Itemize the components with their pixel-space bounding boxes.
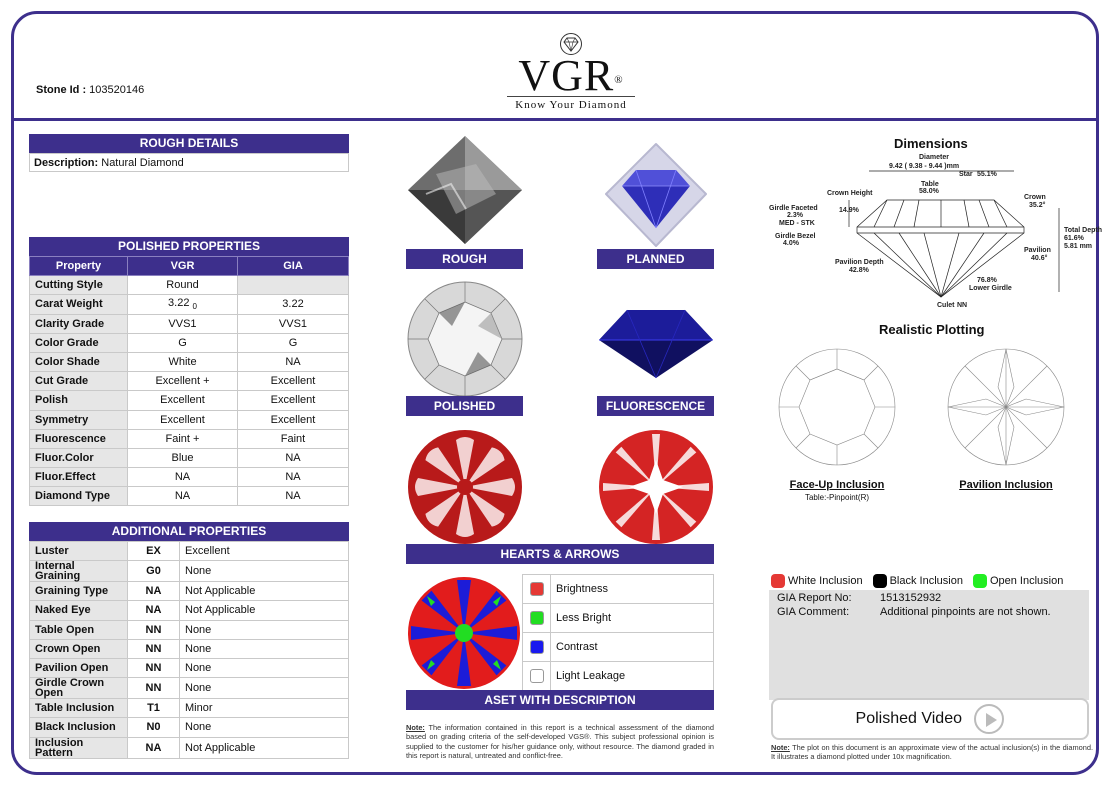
vgr-logo: [501, 32, 641, 114]
inclusion-legend-item: [771, 574, 863, 588]
aset-description-label: ASET WITH DESCRIPTION: [406, 690, 714, 710]
additional-row: [30, 582, 349, 601]
pavilion-depth-value: 42.8%: [849, 267, 869, 274]
polished-row: [30, 372, 349, 391]
pavilion-depth-label: Pavilion Depth: [835, 259, 884, 266]
vgr-value: [128, 295, 238, 314]
additional-value: None: [180, 678, 349, 699]
inclusion-legend-item: [973, 574, 1063, 588]
additional-value: None: [180, 639, 349, 658]
vgr-value-text: Excellent +: [155, 375, 210, 388]
gia-value: [238, 276, 349, 295]
hearts-arrows-label: HEARTS & ARROWS: [406, 544, 714, 564]
property-name: Color Shade: [30, 352, 128, 371]
inclusion-color-icon: [873, 574, 887, 588]
additional-property-name: Girdle Crown Open: [30, 678, 128, 699]
additional-row: [30, 718, 349, 737]
gia-value: G: [238, 333, 349, 352]
girdle-bezel-value: 4.0%: [783, 240, 799, 247]
property-name: Fluor.Color: [30, 448, 128, 467]
rough-description-label: Description:: [34, 157, 99, 169]
additional-property-name: Black Inclusion: [30, 718, 128, 737]
additional-value: None: [180, 718, 349, 737]
additional-row: [30, 737, 349, 758]
fluorescence-diamond-image: [597, 300, 715, 380]
inclusion-legend-label: White Inclusion: [788, 574, 863, 587]
aset-legend-row: [523, 575, 714, 604]
rough-details-title: ROUGH DETAILS: [29, 134, 349, 153]
property-name: Color Grade: [30, 333, 128, 352]
planned-image-label: PLANNED: [597, 249, 714, 269]
vgr-value-text: NA: [174, 490, 191, 503]
report-header: [14, 14, 1096, 121]
crown-angle-value: 35.2°: [1029, 202, 1046, 209]
property-name: Symmetry: [30, 410, 128, 429]
vgr-value-text: 3.22: [168, 297, 190, 310]
polished-row: [30, 333, 349, 352]
vgr-value: [128, 391, 238, 410]
additional-row: [30, 620, 349, 639]
aset-legend-table: [522, 574, 714, 691]
crown-angle-label: Crown: [1024, 194, 1046, 201]
table-label: Table: [921, 181, 939, 188]
additional-row: [30, 542, 349, 561]
aset-swatch-icon: [530, 582, 544, 596]
gia-value: NA: [238, 448, 349, 467]
logo-registered: ®: [614, 74, 624, 86]
additional-value: Excellent: [180, 542, 349, 561]
aset-swatch-cell: [523, 575, 551, 604]
crown-height-label: Crown Height: [827, 190, 873, 197]
vgr-value: [128, 314, 238, 333]
polished-properties-title: POLISHED PROPERTIES: [29, 237, 349, 256]
girdle-grade: MED - STK: [779, 220, 815, 227]
polished-row: [30, 295, 349, 314]
vgr-value: [128, 410, 238, 429]
pavilion-plot: [946, 347, 1066, 467]
vgr-value-text: Excellent: [160, 413, 205, 426]
additional-row: [30, 561, 349, 582]
gia-report-label: GIA Report No:: [777, 592, 852, 604]
rough-diamond-image: [406, 134, 524, 246]
star-label: Star: [959, 171, 973, 178]
vgr-value-text: G: [178, 336, 187, 349]
plot-note: [771, 743, 1093, 762]
additional-property-name: Naked Eye: [30, 601, 128, 620]
diameter-label: Diameter: [919, 154, 949, 161]
aset-swatch-icon: [530, 669, 544, 683]
additional-property-name: Crown Open: [30, 639, 128, 658]
polished-image-label: POLISHED: [406, 396, 523, 416]
aset-swatch-cell: [523, 604, 551, 633]
rough-details-panel: [29, 134, 349, 172]
aset-swatch-cell: [523, 662, 551, 691]
logo-tagline: Know Your Diamond: [507, 96, 635, 111]
rough-image-label: ROUGH: [406, 249, 523, 269]
girdle-label: Girdle Faceted: [769, 205, 818, 212]
vgr-value-text: Round: [166, 279, 199, 292]
polished-row: [30, 391, 349, 410]
additional-property-name: Inclusion Pattern: [30, 737, 128, 758]
fluorescence-image-label: FLUORESCENCE: [597, 396, 714, 416]
vgr-value: [128, 429, 238, 448]
disclaimer-note: [406, 723, 714, 761]
aset-legend-row: [523, 633, 714, 662]
additional-value: None: [180, 561, 349, 582]
additional-value: Not Applicable: [180, 582, 349, 601]
additional-code: NN: [128, 678, 180, 699]
additional-code: NN: [128, 639, 180, 658]
gia-comment-label: GIA Comment:: [777, 606, 850, 618]
polished-properties-table: [29, 256, 349, 506]
additional-code: G0: [128, 561, 180, 582]
additional-code: NN: [128, 620, 180, 639]
vgr-value-sub: 0: [192, 302, 197, 312]
polished-row: [30, 352, 349, 371]
aset-legend-label: Contrast: [551, 633, 714, 662]
property-name: Fluor.Effect: [30, 468, 128, 487]
disclaimer-note-text: The information contained in this report is a technical assessment of the diamond based on grading criteria of the self-developed VGS®. This subject professional opinion is supplied to the customer for his/her guidance only, without resource. The diamond graded in this report is natural, untreated and conflict-free.: [406, 723, 715, 761]
gia-value: Excellent: [238, 372, 349, 391]
polished-video-button[interactable]: [771, 698, 1089, 740]
additional-row: [30, 678, 349, 699]
vgr-value-text: Blue: [171, 451, 194, 464]
col-property: Property: [30, 257, 128, 276]
vgr-value-text: Faint +: [165, 432, 200, 445]
col-gia: GIA: [238, 257, 349, 276]
aset-swatch-icon: [530, 611, 544, 625]
polished-diamond-image: [406, 280, 524, 398]
polished-properties-panel: [29, 237, 349, 506]
plot-note-label: Note:: [771, 743, 790, 752]
property-name: Clarity Grade: [30, 314, 128, 333]
face-up-plot: [777, 347, 897, 467]
pavilion-angle-label: Pavilion: [1024, 247, 1051, 254]
vgr-value-text: VVS1: [168, 317, 197, 330]
rough-description: [29, 153, 349, 172]
additional-row: [30, 658, 349, 677]
culet-value: NN: [957, 302, 968, 309]
gia-value: NA: [238, 352, 349, 371]
table-value: 58.0%: [919, 188, 939, 195]
additional-properties-title: ADDITIONAL PROPERTIES: [29, 522, 349, 541]
additional-value: Not Applicable: [180, 737, 349, 758]
aset-swatch-icon: [530, 640, 544, 654]
pavilion-inclusion-label: Pavilion Inclusion: [959, 479, 1053, 491]
rough-description-value: Natural Diamond: [101, 157, 184, 169]
gia-info-box: [769, 590, 1089, 700]
play-icon[interactable]: [974, 704, 1004, 734]
pavilion-angle-value: 40.6°: [1031, 255, 1048, 262]
aset-legend-label: Less Bright: [551, 604, 714, 633]
aset-legend-label: Brightness: [551, 575, 714, 604]
additional-properties-table: [29, 541, 349, 759]
culet-label: Culet: [937, 302, 955, 309]
vgr-value-text: White: [168, 356, 197, 369]
total-depth-label: Total Depth: [1064, 227, 1102, 234]
additional-code: NN: [128, 658, 180, 677]
additional-row: [30, 601, 349, 620]
vgr-value: [128, 372, 238, 391]
vgr-value-text: NA: [174, 471, 191, 484]
plotting-title: Realistic Plotting: [879, 322, 985, 337]
additional-property-name: Internal Graining: [30, 561, 128, 582]
property-name: Cutting Style: [30, 276, 128, 295]
stone-id-label: Stone Id :: [36, 84, 87, 96]
girdle-bezel-label: Girdle Bezel: [775, 233, 816, 240]
inclusion-legend-label: Black Inclusion: [889, 574, 963, 587]
vgr-value-text: Excellent: [160, 394, 205, 407]
additional-row: [30, 639, 349, 658]
report-frame: [11, 11, 1102, 775]
additional-value: Minor: [180, 699, 349, 718]
aset-legend-row: [523, 604, 714, 633]
additional-property-name: Table Inclusion: [30, 699, 128, 718]
property-name: Fluorescence: [30, 429, 128, 448]
logo-text: VGR: [518, 51, 615, 100]
additional-properties-panel: [29, 522, 349, 759]
polished-row: [30, 276, 349, 295]
face-up-inclusion-label: Face-Up Inclusion: [789, 479, 885, 491]
additional-value: Not Applicable: [180, 601, 349, 620]
additional-code: NA: [128, 582, 180, 601]
gia-value: NA: [238, 468, 349, 487]
dimensions-title: Dimensions: [894, 136, 968, 151]
additional-code: T1: [128, 699, 180, 718]
polished-row: [30, 448, 349, 467]
polished-row: [30, 429, 349, 448]
additional-value: None: [180, 658, 349, 677]
plot-note-text: The plot on this document is an approximate view of the actual inclusion(s) in the diamond. It illustrates a diamond plotted under 10x magnification.: [771, 743, 1094, 762]
polished-row: [30, 410, 349, 429]
total-depth-pct: 61.6%: [1064, 235, 1084, 242]
polished-video-label: Polished Video: [855, 710, 962, 727]
face-up-inclusion-sub: Table:-Pinpoint(R): [804, 493, 870, 502]
col-vgr: VGR: [128, 257, 238, 276]
vgr-value: [128, 448, 238, 467]
lower-girdle-label: Lower Girdle: [969, 285, 1012, 292]
additional-code: NA: [128, 601, 180, 620]
property-name: Carat Weight: [30, 295, 128, 314]
polished-row: [30, 468, 349, 487]
vgr-value: [128, 487, 238, 506]
gia-comment-value: Additional pinpoints are not shown.: [880, 606, 1051, 618]
crown-height-value: 14.9%: [839, 207, 859, 214]
gia-report-value: 1513152932: [880, 592, 942, 604]
aset-image: [407, 576, 521, 690]
diameter-value: 9.42 ( 9.38 - 9.44 )mm: [889, 163, 960, 170]
vgr-value: [128, 333, 238, 352]
property-name: Diamond Type: [30, 487, 128, 506]
additional-value: None: [180, 620, 349, 639]
girdle-value: 2.3%: [787, 212, 803, 219]
lower-girdle-value: 76.8%: [977, 277, 997, 284]
additional-property-name: Luster: [30, 542, 128, 561]
aset-legend-label: Light Leakage: [551, 662, 714, 691]
additional-property-name: Pavilion Open: [30, 658, 128, 677]
arrows-image: [597, 428, 715, 546]
additional-code: NA: [128, 737, 180, 758]
disclaimer-note-label: Note:: [406, 723, 425, 732]
polished-row: [30, 314, 349, 333]
gia-value: NA: [238, 487, 349, 506]
gia-value: Excellent: [238, 410, 349, 429]
vgr-value: [128, 352, 238, 371]
property-name: Polish: [30, 391, 128, 410]
inclusion-color-icon: [771, 574, 785, 588]
gia-value: 3.22: [238, 295, 349, 314]
gia-value: Faint: [238, 429, 349, 448]
inclusion-color-icon: [973, 574, 987, 588]
additional-property-name: Graining Type: [30, 582, 128, 601]
stone-id-value: 103520146: [89, 84, 145, 96]
gia-value: VVS1: [238, 314, 349, 333]
polished-row: [30, 487, 349, 506]
inclusion-legend-label: Open Inclusion: [989, 574, 1064, 587]
star-value: 55.1%: [977, 171, 997, 178]
additional-code: EX: [128, 542, 180, 561]
aset-swatch-cell: [523, 633, 551, 662]
vgr-value: [128, 276, 238, 295]
aset-legend-row: [523, 662, 714, 691]
inclusion-legend-item: [873, 574, 963, 588]
additional-row: [30, 699, 349, 718]
dimensions-diagram: [769, 152, 1104, 309]
additional-code: N0: [128, 718, 180, 737]
hearts-image: [406, 428, 524, 546]
vgr-value: [128, 468, 238, 487]
property-name: Cut Grade: [30, 372, 128, 391]
gia-value: Excellent: [238, 391, 349, 410]
inclusion-legend: [771, 574, 1091, 588]
additional-property-name: Table Open: [30, 620, 128, 639]
total-depth-mm: 5.81 mm: [1064, 243, 1093, 250]
planned-diamond-image: [604, 142, 708, 248]
stone-id: [36, 84, 144, 96]
